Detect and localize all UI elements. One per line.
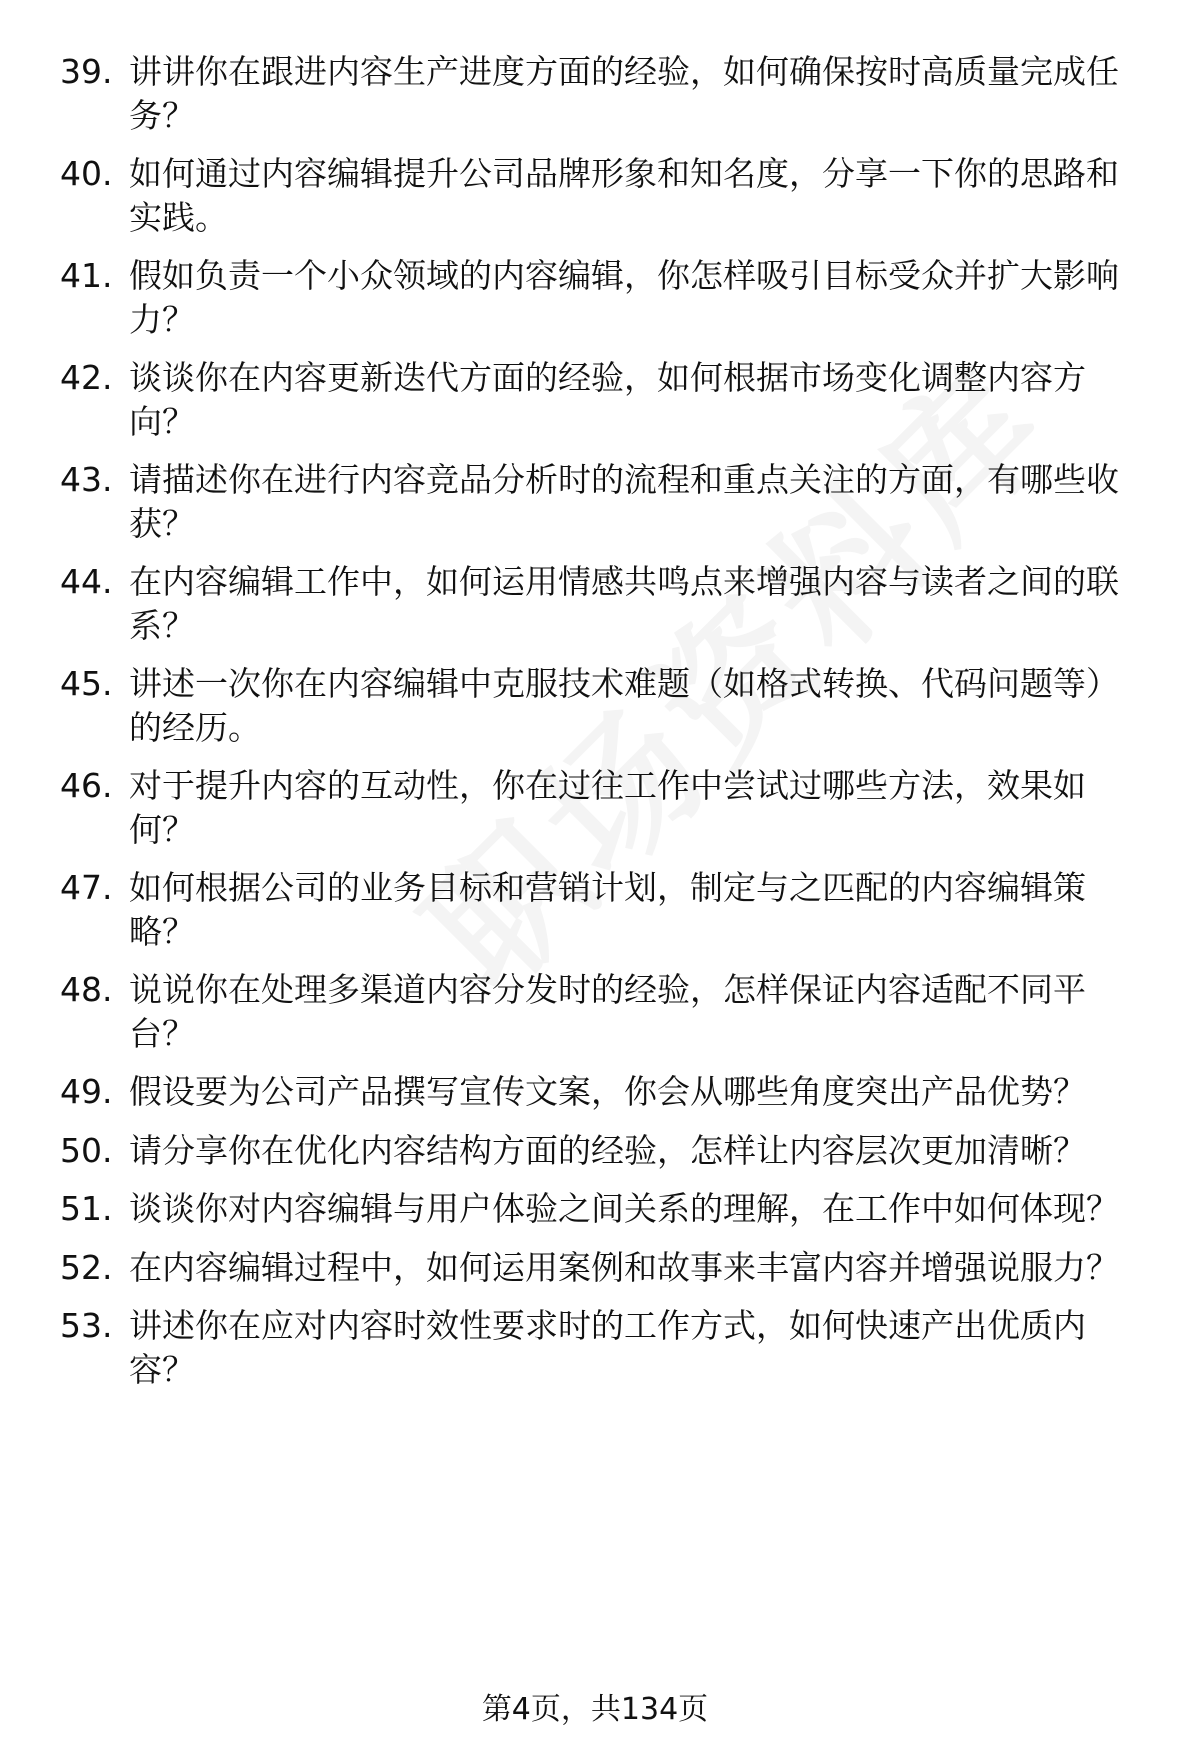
question-text: 请描述你在进行内容竞品分析时的流程和重点关注的方面，有哪些收获？: [129, 460, 1119, 543]
question-number: 48.: [60, 970, 113, 1009]
question-text: 谈谈你对内容编辑与用户体验之间关系的理解，在工作中如何体现？: [129, 1189, 1119, 1228]
question-text: 对于提升内容的互动性，你在过往工作中尝试过哪些方法，效果如何？: [129, 766, 1086, 849]
question-list: [60, 50, 1140, 1406]
list-item: [60, 968, 1140, 1055]
list-item: [60, 458, 1140, 545]
question-number: 52.: [60, 1247, 113, 1287]
question-text: 说说你在处理多渠道内容分发时的经验，怎样保证内容适配不同平台？: [129, 970, 1086, 1053]
question-number: 50.: [60, 1130, 113, 1170]
question-number: 47.: [60, 868, 113, 907]
question-text: 在内容编辑工作中，如何运用情感共鸣点来增强内容与读者之间的联系？: [129, 562, 1119, 645]
question-text: 谈谈你在内容更新迭代方面的经验，如何根据市场变化调整内容方向？: [129, 358, 1086, 441]
list-item: [60, 1129, 1140, 1173]
list-item: [60, 560, 1140, 647]
question-text: 讲述一次你在内容编辑中克服技术难题（如格式转换、代码问题等）的经历。: [129, 664, 1119, 747]
question-number: 49.: [60, 1072, 113, 1111]
list-item: [60, 1070, 1140, 1114]
question-number: 46.: [60, 766, 113, 805]
page-number-footer: 第4页，共134页: [481, 1692, 709, 1727]
question-number: 40.: [60, 154, 113, 193]
question-text: 请分享你在优化内容结构方面的经验，怎样让内容层次更加清晰？: [129, 1130, 1086, 1170]
list-item: [60, 152, 1140, 239]
list-item: [60, 1304, 1140, 1391]
question-number: 51.: [60, 1189, 113, 1228]
question-text: 如何根据公司的业务目标和营销计划，制定与之匹配的内容编辑策略？: [129, 868, 1086, 951]
list-item: [60, 1187, 1140, 1231]
question-text: 在内容编辑过程中，如何运用案例和故事来丰富内容并增强说服力？: [129, 1247, 1119, 1287]
question-text: 假如负责一个小众领域的内容编辑，你怎样吸引目标受众并扩大影响力？: [129, 256, 1119, 339]
question-number: 45.: [60, 664, 113, 703]
question-text: 讲述你在应对内容时效性要求时的工作方式，如何快速产出优质内容？: [129, 1306, 1086, 1389]
list-item: [60, 1246, 1140, 1290]
question-number: 44.: [60, 562, 113, 601]
question-number: 53.: [60, 1306, 113, 1345]
question-number: 39.: [60, 52, 113, 91]
question-text: 讲讲你在跟进内容生产进度方面的经验，如何确保按时高质量完成任务？: [129, 52, 1119, 135]
list-item: [60, 356, 1140, 443]
list-item: [60, 662, 1140, 749]
list-item: [60, 764, 1140, 851]
question-text: 假设要为公司产品撰写宣传文案，你会从哪些角度突出产品优势？: [129, 1072, 1086, 1111]
list-item: [60, 50, 1140, 137]
question-number: 41.: [60, 256, 113, 295]
question-text: 如何通过内容编辑提升公司品牌形象和知名度，分享一下你的思路和实践。: [129, 154, 1119, 237]
question-number: 42.: [60, 358, 113, 397]
question-number: 43.: [60, 460, 113, 499]
list-item: [60, 866, 1140, 953]
list-item: [60, 254, 1140, 341]
